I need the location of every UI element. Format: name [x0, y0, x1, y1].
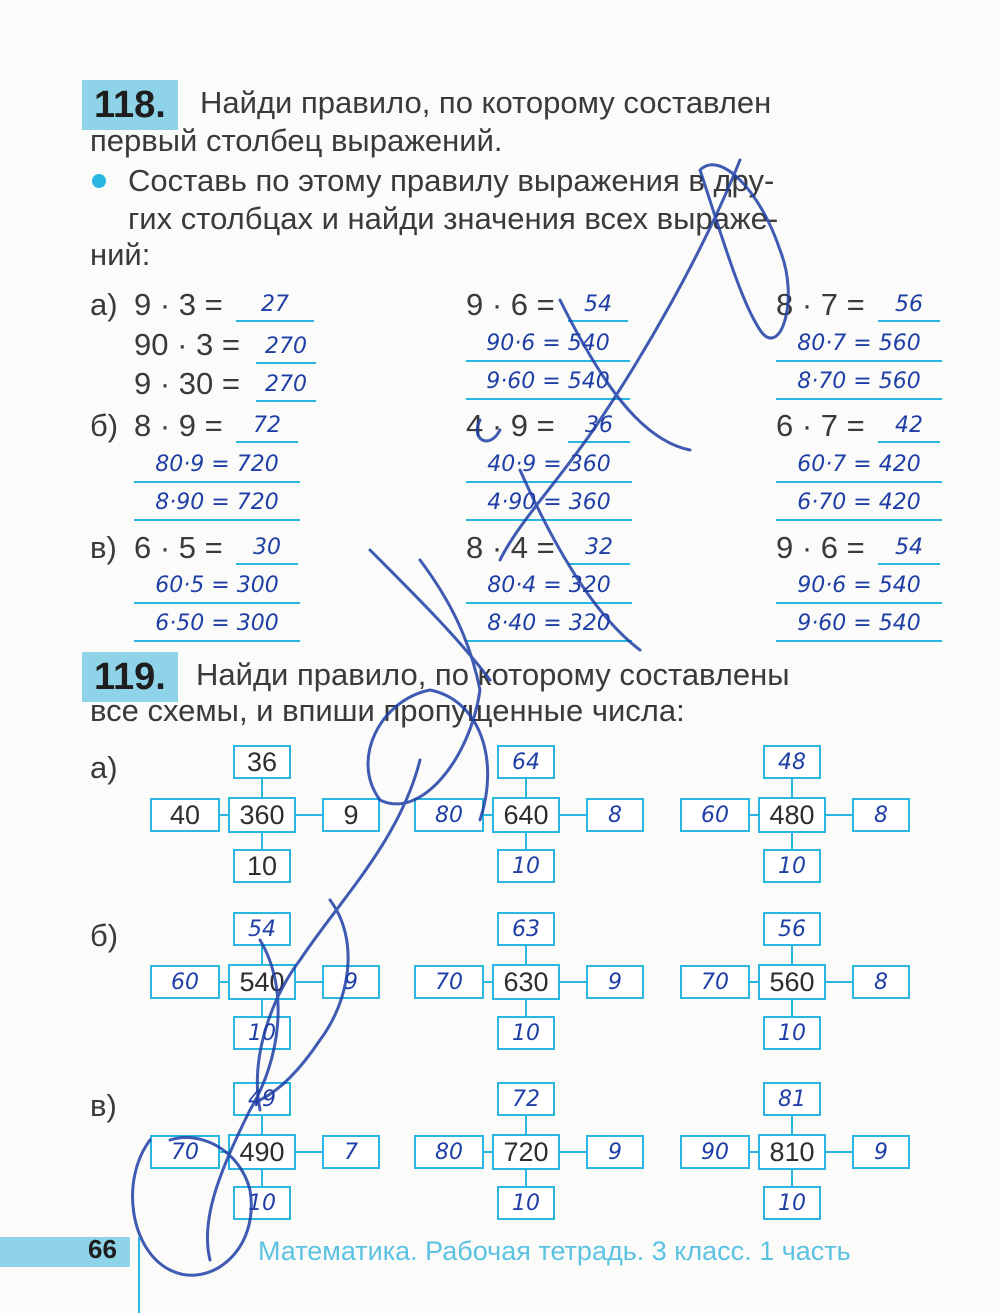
answer-line[interactable]: 90·6 = 540 — [776, 570, 942, 604]
scheme-box-left[interactable]: 60 — [680, 798, 750, 832]
scheme-box-left[interactable]: 70 — [414, 965, 484, 999]
expression: 4 · 9 = — [466, 408, 555, 443]
scheme-box-center: 490 — [228, 1134, 296, 1170]
row-label: б) — [90, 408, 119, 443]
scheme-box-center: 480 — [758, 797, 826, 833]
answer-field[interactable]: 72 — [236, 411, 298, 443]
scheme-box-bottom[interactable]: 10 — [497, 1016, 555, 1050]
scheme-box-center: 540 — [228, 964, 296, 1000]
scheme-box-center: 630 — [492, 964, 560, 1000]
answer-field[interactable]: 36 — [568, 411, 630, 443]
scheme-box-top[interactable]: 64 — [497, 745, 555, 779]
scheme-box-bottom[interactable]: 10 — [233, 849, 291, 883]
task-119-text-line2: все схемы, и впиши пропущенные числа: — [90, 693, 685, 728]
scheme-box-left[interactable]: 40 — [150, 798, 220, 832]
scheme-box-right[interactable]: 9 — [322, 798, 380, 832]
task-118-number: 118. — [82, 80, 178, 130]
scheme-box-bottom[interactable]: 10 — [497, 849, 555, 883]
scheme-box-top[interactable]: 72 — [497, 1082, 555, 1116]
scheme-box-right[interactable]: 7 — [322, 1135, 380, 1169]
row-label: а) — [90, 750, 118, 785]
footer-title: Математика. Рабочая тетрадь. 3 класс. 1 часть — [258, 1236, 851, 1266]
answer-line[interactable]: 80·7 = 560 — [776, 328, 942, 362]
answer-field[interactable]: 54 — [568, 290, 628, 322]
answer-line[interactable]: 40·9 = 360 — [466, 449, 632, 483]
scheme-box-right[interactable]: 9 — [852, 1135, 910, 1169]
scheme-box-top[interactable]: 49 — [233, 1082, 291, 1116]
scheme-box-left[interactable]: 90 — [680, 1135, 750, 1169]
scheme-box-bottom[interactable]: 10 — [497, 1186, 555, 1220]
expression: 8 · 4 = — [466, 530, 555, 565]
answer-field[interactable]: 32 — [568, 533, 630, 565]
row-label: в) — [90, 1088, 117, 1123]
scheme-box-top[interactable]: 36 — [233, 745, 291, 779]
scheme-box-top[interactable]: 54 — [233, 912, 291, 946]
scheme-box-right[interactable]: 9 — [586, 965, 644, 999]
scheme-box-right[interactable]: 9 — [586, 1135, 644, 1169]
answer-line[interactable]: 6·50 = 300 — [134, 608, 300, 642]
expression: 6 · 7 = — [776, 408, 865, 443]
scheme-box-bottom[interactable]: 10 — [763, 1016, 821, 1050]
expression: 9 · 30 = — [134, 366, 240, 401]
answer-field[interactable]: 30 — [236, 533, 298, 565]
scheme-box-top[interactable]: 81 — [763, 1082, 821, 1116]
answer-line[interactable]: 9·60 = 540 — [776, 608, 942, 642]
margin-line — [138, 1237, 140, 1313]
task-119-number: 119. — [82, 652, 178, 702]
scheme-box-top[interactable]: 48 — [763, 745, 821, 779]
task-118-text-line2: первый столбец выражений. — [90, 123, 503, 158]
answer-line[interactable]: 4·90 = 360 — [466, 487, 632, 521]
scheme-box-center: 720 — [492, 1134, 560, 1170]
expression: 8 · 9 = — [134, 408, 223, 443]
expression: 9 · 3 = — [134, 287, 223, 322]
answer-line[interactable]: 80·4 = 320 — [466, 570, 632, 604]
expression: 9 · 6 = — [776, 530, 865, 565]
answer-line[interactable]: 90·6 = 540 — [466, 328, 630, 362]
answer-line[interactable]: 9·60 = 540 — [466, 366, 630, 400]
page-number: 66 — [88, 1234, 117, 1264]
scheme-box-left[interactable]: 60 — [150, 965, 220, 999]
scheme-box-right[interactable]: 8 — [852, 798, 910, 832]
scheme-box-right[interactable]: 8 — [852, 965, 910, 999]
task-119-text-line1: Найди правило, по которому составлены — [196, 657, 790, 692]
answer-field[interactable]: 56 — [878, 290, 940, 322]
task-118-text-line1: Найди правило, по которому составлен — [200, 85, 772, 120]
scheme-box-center: 560 — [758, 964, 826, 1000]
scheme-box-left[interactable]: 80 — [414, 798, 484, 832]
row-label: б) — [90, 918, 119, 953]
scheme-box-left[interactable]: 70 — [150, 1135, 220, 1169]
scheme-box-right[interactable]: 8 — [586, 798, 644, 832]
scheme-box-center: 360 — [228, 797, 296, 833]
answer-line[interactable]: 60·7 = 420 — [776, 449, 942, 483]
expression: 6 · 5 = — [134, 530, 223, 565]
answer-line[interactable]: 8·90 = 720 — [134, 487, 300, 521]
answer-field[interactable]: 42 — [878, 411, 940, 443]
task-118-bullet-line2: гих столбцах и найди значения всех выраже- — [128, 201, 779, 236]
scheme-box-right[interactable]: 9 — [322, 965, 380, 999]
expression: 8 · 7 = — [776, 287, 865, 322]
answer-line[interactable]: 80·9 = 720 — [134, 449, 300, 483]
answer-line[interactable]: 6·70 = 420 — [776, 487, 942, 521]
scheme-box-top[interactable]: 56 — [763, 912, 821, 946]
expression: 90 · 3 = — [134, 327, 240, 362]
scheme-box-bottom[interactable]: 10 — [233, 1016, 291, 1050]
scheme-box-bottom[interactable]: 10 — [763, 849, 821, 883]
task-118-bullet-line3: ний: — [90, 237, 151, 272]
scheme-box-left[interactable]: 70 — [680, 965, 750, 999]
answer-field[interactable]: 270 — [256, 370, 316, 402]
answer-line[interactable]: 8·40 = 320 — [466, 608, 632, 642]
scheme-box-bottom[interactable]: 10 — [233, 1186, 291, 1220]
answer-line[interactable]: 60·5 = 300 — [134, 570, 300, 604]
scheme-box-center: 810 — [758, 1134, 826, 1170]
scheme-box-left[interactable]: 80 — [414, 1135, 484, 1169]
answer-field[interactable]: 27 — [236, 290, 314, 322]
row-label: а) — [90, 287, 118, 322]
scheme-box-center: 640 — [492, 797, 560, 833]
row-label: в) — [90, 530, 117, 565]
scheme-box-top[interactable]: 63 — [497, 912, 555, 946]
task-118-bullet-line1: Составь по этому правилу выражения в дру- — [128, 163, 775, 198]
scheme-box-bottom[interactable]: 10 — [763, 1186, 821, 1220]
answer-field[interactable]: 270 — [256, 332, 316, 364]
answer-line[interactable]: 8·70 = 560 — [776, 366, 942, 400]
answer-field[interactable]: 54 — [878, 533, 940, 565]
expression: 9 · 6 = — [466, 287, 555, 322]
